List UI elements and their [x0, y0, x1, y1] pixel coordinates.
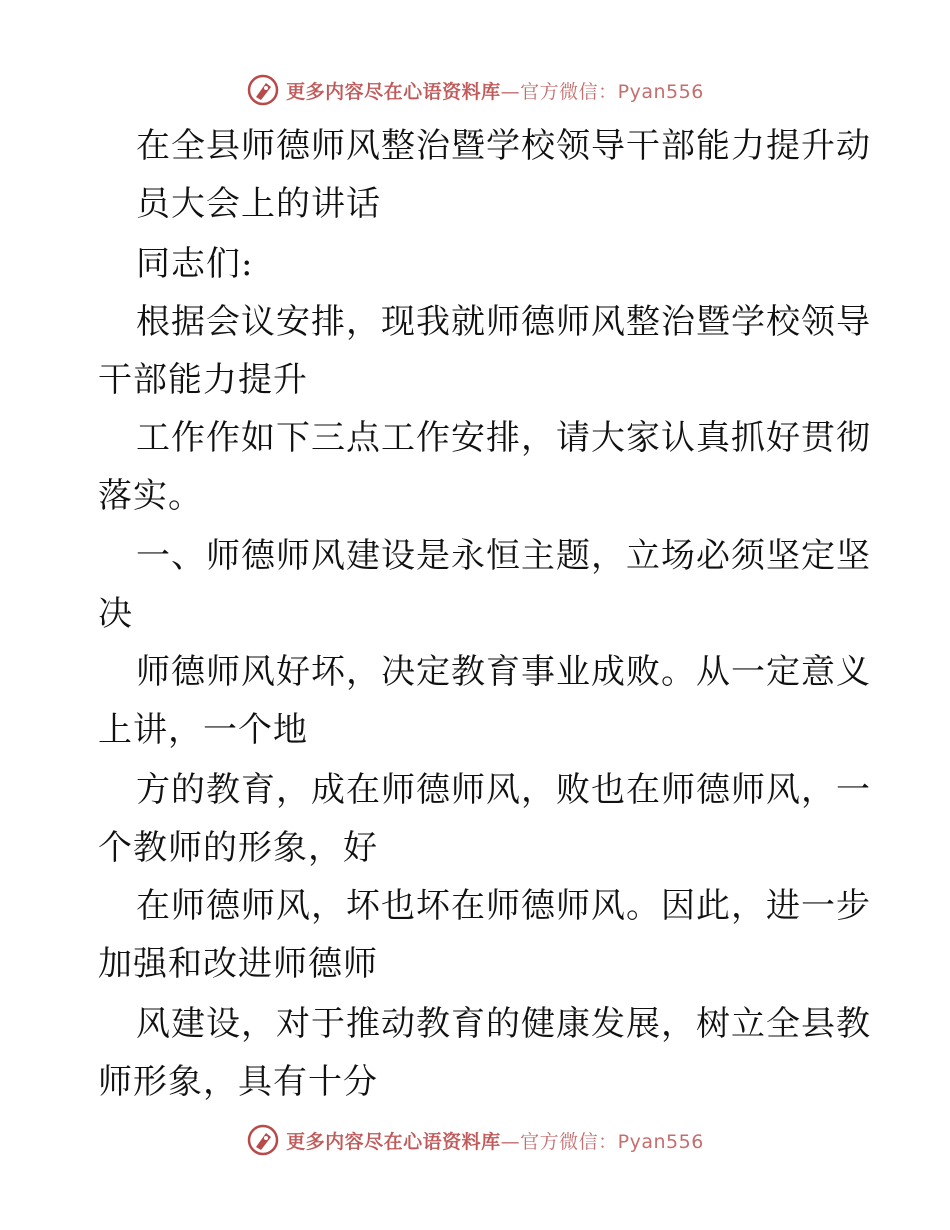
section-heading-line: 决	[98, 594, 133, 634]
paragraph-line: 干部能力提升	[98, 360, 308, 400]
banner-separator: —	[500, 80, 521, 103]
paragraph-line: 在师德师风，坏也坏在师德师风。因此，进一步	[136, 886, 871, 926]
paragraph-line: 工作作如下三点工作安排，请大家认真抓好贯彻	[136, 418, 871, 458]
pen-nib-logo-icon	[246, 1123, 280, 1157]
paragraph-line: 风建设，对于推动教育的健康发展，树立全县教	[136, 1004, 871, 1044]
banner-wechat-text: 官方微信：Pyan556	[520, 80, 704, 103]
salutation: 同志们:	[136, 244, 254, 284]
paragraph-line: 根据会议安排，现我就师德师风整治暨学校领导	[136, 302, 871, 342]
paragraph-line: 加强和改进师德师	[98, 944, 378, 984]
pen-nib-logo-icon	[246, 73, 280, 107]
banner-wechat-text: 官方微信：Pyan556	[520, 1130, 704, 1153]
paragraph-line: 个教师的形象，好	[98, 828, 378, 868]
banner-main-text: 更多内容尽在心语资料库	[286, 80, 501, 103]
paragraph-line: 方的教育，成在师德师风，败也在师德师风，一	[136, 770, 871, 810]
paragraph-line: 落实。	[98, 476, 203, 516]
banner-text	[286, 1127, 704, 1154]
paragraph-line: 师德师风好坏，决定教育事业成败。从一定意义	[136, 652, 871, 692]
section-heading-line: 一、师德师风建设是永恒主题，立场必须坚定坚	[136, 536, 871, 576]
paragraph-line: 上讲，一个地	[98, 710, 308, 750]
banner-text	[286, 77, 704, 104]
banner-separator: —	[500, 1130, 521, 1153]
title-line-2: 员大会上的讲话	[136, 184, 381, 224]
banner-main-text: 更多内容尽在心语资料库	[286, 1130, 501, 1153]
title-line-1: 在全县师德师风整治暨学校领导干部能力提升动	[136, 126, 871, 166]
header-banner	[0, 70, 950, 110]
paragraph-line: 师形象，具有十分	[98, 1062, 378, 1102]
footer-banner	[0, 1120, 950, 1160]
